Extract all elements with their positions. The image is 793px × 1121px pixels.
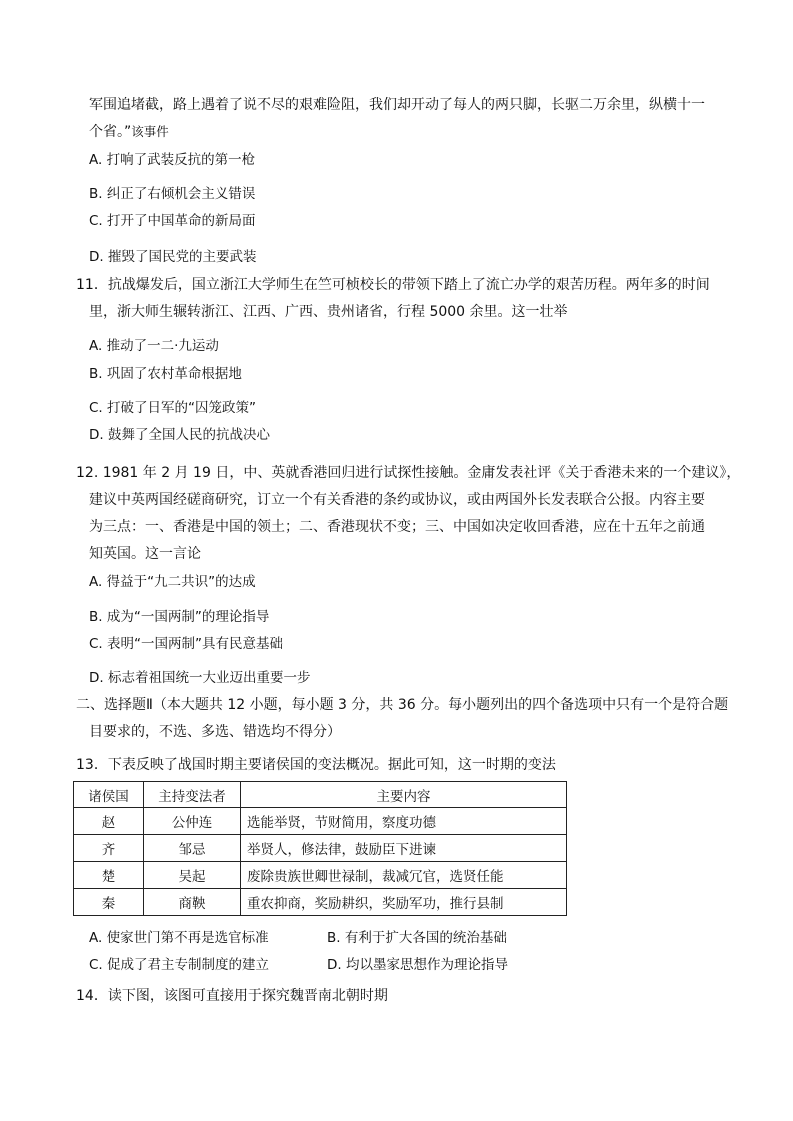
q12-stem-line-3: 为三点：一、香港是中国的领土；二、香港现状不变；三、中国如决定收回香港，应在十五年之前通 bbox=[89, 519, 705, 535]
cell-content: 重农抑商，奖励耕织，奖励军功，推行县制 bbox=[241, 889, 567, 916]
header-content: 主要内容 bbox=[241, 782, 567, 808]
q10-option-c: C. 打开了中国革命的新局面 bbox=[89, 213, 256, 229]
cell-state: 秦 bbox=[74, 889, 144, 916]
q10-stem-line-2 bbox=[89, 123, 169, 141]
cell-content: 废除贵族世卿世禄制，裁减冗官，选贤任能 bbox=[241, 862, 567, 889]
header-reformer: 主持变法者 bbox=[144, 782, 241, 808]
q12-stem-line-2: 建议中英两国经磋商研究，订立一个有关香港的条约或协议，或由两国外长发表联合公报。内容主要 bbox=[89, 492, 705, 508]
q13-option-a: A. 使家世门第不再是选官标准 bbox=[89, 930, 269, 946]
q10-option-b: B. 纠正了右倾机会主义错误 bbox=[89, 186, 256, 202]
header-state: 诸侯国 bbox=[74, 782, 144, 808]
q12-option-b: B. 成为“一国两制”的理论指导 bbox=[89, 609, 270, 625]
q14-stem: 14．读下图，该图可直接用于探究魏晋南北朝时期 bbox=[76, 988, 388, 1004]
q10-stem-line-1: 军围追堵截，路上遇着了说不尽的艰难险阻，我们却开动了每人的两只脚，长驱二万余里，纵横十一 bbox=[89, 97, 705, 113]
cell-reformer: 商鞅 bbox=[144, 889, 241, 916]
q12-stem-line-4: 知英国。这一言论 bbox=[89, 546, 201, 562]
cell-content: 选能举贤，节财简用，察度功德 bbox=[241, 808, 567, 835]
reform-table bbox=[73, 781, 567, 916]
q12-option-c: C. 表明“一国两制”具有民意基础 bbox=[89, 636, 283, 652]
q10-option-a: A. 打响了武装反抗的第一枪 bbox=[89, 152, 256, 168]
q12-stem-line-1: 12. 1981 年 2 月 19 日，中、英就香港回归进行试探性接触。金庸发表社评《关于香港未来的一个建议》， bbox=[76, 465, 741, 481]
q13-option-b: B. 有利于扩大各国的统治基础 bbox=[327, 930, 507, 946]
cell-reformer: 邹忌 bbox=[144, 835, 241, 862]
q13-option-c: C. 促成了君主专制制度的建立 bbox=[89, 957, 270, 973]
cell-state: 齐 bbox=[74, 835, 144, 862]
cell-reformer: 吴起 bbox=[144, 862, 241, 889]
section-2-header-line-1: 二、选择题Ⅱ（本大题共 12 小题，每小题 3 分，共 36 分。每小题列出的四个备选项中只有一个是符合题 bbox=[76, 697, 729, 713]
table-row bbox=[74, 889, 567, 916]
cell-state: 赵 bbox=[74, 808, 144, 835]
table-row bbox=[74, 808, 567, 835]
q10-stem-line-2-main: 个省。” bbox=[89, 124, 132, 140]
q11-option-b: B. 巩固了农村革命根据地 bbox=[89, 366, 242, 382]
cell-reformer: 公仲连 bbox=[144, 808, 241, 835]
cell-state: 楚 bbox=[74, 862, 144, 889]
section-2-header-line-2: 目要求的，不选、多选、错选均不得分） bbox=[89, 724, 341, 740]
q11-stem-line-2: 里，浙大师生辗转浙江、江西、广西、贵州诸省，行程 5000 余里。这一壮举 bbox=[89, 304, 568, 320]
reform-table-header-row bbox=[74, 782, 567, 808]
q11-option-d: D. 鼓舞了全国人民的抗战决心 bbox=[89, 427, 270, 443]
q10-option-d: D. 摧毁了国民党的主要武装 bbox=[89, 249, 257, 265]
q13-option-d: D. 均以墨家思想作为理论指导 bbox=[327, 957, 508, 973]
q13-stem: 13．下表反映了战国时期主要诸侯国的变法概况。据此可知，这一时期的变法 bbox=[76, 757, 556, 773]
q11-option-a: A. 推动了一二·九运动 bbox=[89, 338, 219, 354]
table-row bbox=[74, 862, 567, 889]
table-row bbox=[74, 835, 567, 862]
q11-stem-line-1: 11．抗战爆发后，国立浙江大学师生在竺可桢校长的带领下踏上了流亡办学的艰苦历程。两年多的时间 bbox=[76, 277, 710, 293]
q12-option-d: D. 标志着祖国统一大业迈出重要一步 bbox=[89, 670, 311, 686]
q10-stem-line-2-tail: 该事件 bbox=[131, 124, 169, 139]
q11-option-c: C. 打破了日军的“囚笼政策” bbox=[89, 400, 256, 416]
cell-content: 举贤人，修法律，鼓励臣下进谏 bbox=[241, 835, 567, 862]
q12-option-a: A. 得益于“九二共识”的达成 bbox=[89, 574, 256, 590]
